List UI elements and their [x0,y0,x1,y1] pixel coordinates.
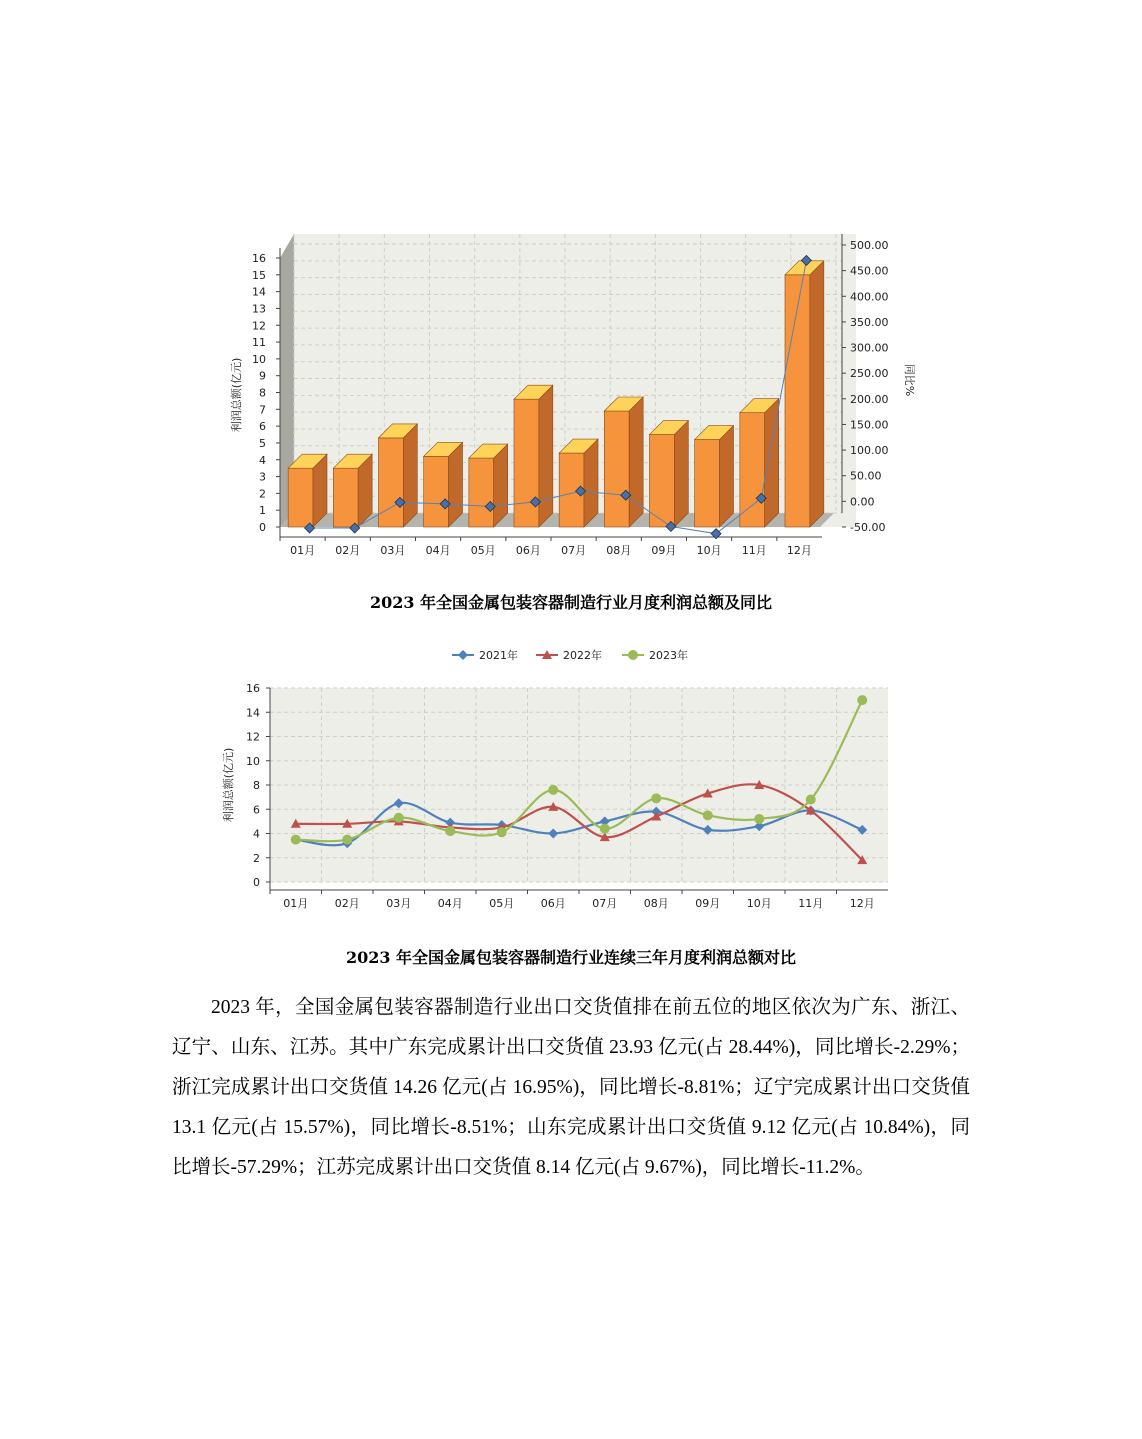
chart1-caption: 2023 年全国金属包装容器制造行业月度利润总额及同比 [369,593,773,612]
chart2-point [857,695,867,705]
chart2-x-tick-label: 05月 [489,897,515,910]
chart1-x-tick-label: 12月 [786,544,812,557]
chart1-y-tick-label: 1 [259,504,266,518]
chart1-x-tick-label: 03月 [380,544,406,557]
chart1-y2-tick-label: 300.00 [850,341,889,355]
chart2-x-tick-label: 02月 [334,897,360,910]
chart2-x-tick-label: 03月 [386,897,412,910]
chart2-point [445,826,455,836]
chart1-y-tick-label: 11 [252,336,266,350]
chart2-x-tick-label: 01月 [283,897,309,910]
chart1-y-axis-label: 利润总额(亿元) [230,357,243,433]
chart2-point [754,814,764,824]
chart1-y-tick-label: 10 [252,352,266,366]
chart1-y-tick-label: 12 [252,319,266,333]
chart1-x-tick-label: 05月 [470,544,496,557]
chart1-x-tick-label: 06月 [515,544,541,557]
chart1-y2-tick-label: 50.00 [850,469,882,483]
chart1-x-tick-label: 09月 [651,544,677,557]
chart1-y2-tick-label: 500.00 [850,239,889,252]
chart2-x-tick-label: 06月 [540,897,566,910]
chart2-legend-label: 2021年 [479,649,518,662]
chart1-x-tick-label: 07月 [561,544,587,557]
chart1-y-tick-label: 3 [259,470,266,484]
chart1-y2-tick-label: 400.00 [850,290,889,304]
chart1-y-tick-label: 7 [259,403,266,417]
chart2-point [703,810,713,820]
chart1-y-tick-label: 15 [252,268,266,282]
chart2-point [651,793,661,803]
chart2-x-tick-label: 07月 [592,897,618,910]
chart2-caption: 2023 年全国金属包装容器制造行业连续三年月度利润总额对比 [345,948,797,967]
chart1-x-tick-label: 08月 [606,544,632,557]
chart2-y-tick-label: 0 [253,876,260,889]
chart2-legend-label: 2023年 [649,649,688,662]
chart2-legend-marker [458,650,468,660]
chart2-x-tick-label: 04月 [437,897,463,910]
chart2-legend-item [622,648,688,662]
chart2-point [342,835,352,845]
chart2-x-tick-label: 11月 [798,897,824,910]
chart1-y2-axis-label: 同比% [903,363,916,397]
chart1-y-tick-label: 4 [259,453,266,467]
chart1-x-tick-label: 11月 [741,544,767,557]
chart1-y2-tick-label: 0.00 [850,495,875,509]
chart1-y2-tick-label: 350.00 [850,315,889,329]
chart2-y-axis-label: 利润总额(亿元) [222,747,235,823]
chart2-point [806,795,816,805]
chart2-point [497,827,507,837]
chart2-y-tick-label: 4 [253,827,260,841]
chart1-y-tick-label: 0 [259,521,266,534]
chart1-y2-tick-label: 150.00 [850,418,889,432]
chart1-y-tick-label: 9 [259,369,266,383]
chart1-x-tick-label: 04月 [425,544,451,557]
chart2-y-tick-label: 16 [246,682,260,695]
chart1-y-tick-label: 13 [252,302,266,316]
chart2-legend-item [536,648,602,662]
chart1-y-tick-label: 6 [259,420,266,434]
chart1-x-tick-label: 10月 [696,544,722,557]
chart1-y2-tick-label: 100.00 [850,444,889,458]
chart1-x-tick-label: 01月 [290,544,316,557]
chart1-y2-tick-label: 450.00 [850,264,889,278]
chart1-y-tick-label: 8 [259,386,266,400]
chart2-y-tick-label: 8 [253,779,260,792]
chart1-y2-tick-label: 200.00 [850,392,889,406]
chart2-point [600,824,610,834]
chart2-x-tick-label: 10月 [746,897,772,910]
chart1-y2-tick-label: 250.00 [850,367,889,381]
chart1-y-tick-label: 14 [252,285,266,299]
chart1-y-tick-label: 16 [252,252,266,265]
chart2-point [548,785,558,795]
chart2-y-tick-label: 2 [253,851,260,865]
chart1-y2-tick-label: -50.00 [850,521,886,534]
chart2-legend-item [452,648,518,662]
chart1-y-tick-label: 2 [259,487,266,501]
chart2-point [291,835,301,845]
chart2-x-tick-label: 08月 [643,897,669,910]
chart2-y-tick-label: 12 [246,730,260,744]
chart2-x-tick-label: 09月 [695,897,721,910]
chart1-x-tick-label: 02月 [335,544,361,557]
chart2-legend-label: 2022年 [563,649,602,662]
body-paragraph: 2023 年，全国金属包装容器制造行业出口交货值排在前五位的地区依次为广东、浙江、辽宁、山东、江苏。其中广东完成累计出口交货值 23.93 亿元(占 28.44%)，同比增长-2.29%；浙江完成累计出口交货值 14.26 亿元(占 16.95%)，同比增长-8.81%；辽宁完成累计出口交货值 13.1 亿元(占 15.57%)，同比增长-8.51%；山东完成累计出口交货值 9.12 亿元(占 10.84%)，同比增长-57.29%；江苏完成累计出口交货值 8.14 亿元(占 9.67%)，同比增长-11.2%。 [172,997,970,1178]
chart2-legend-marker [628,650,638,660]
chart2-point [394,813,404,823]
chart2-y-tick-label: 10 [246,754,260,768]
chart2-y-tick-label: 14 [246,706,260,720]
chart2-y-tick-label: 6 [253,803,260,817]
chart2-x-tick-label: 12月 [849,897,875,910]
chart1-y-tick-label: 5 [259,436,266,450]
